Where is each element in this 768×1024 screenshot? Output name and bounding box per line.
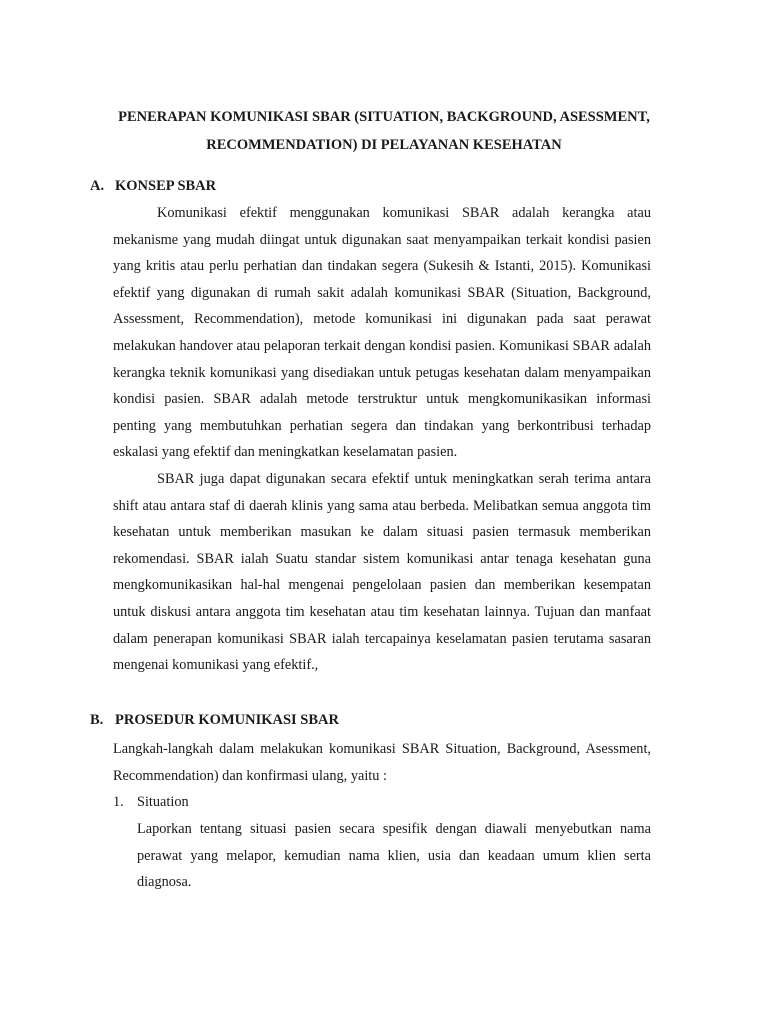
document-title-line-2: RECOMMENDATION) DI PELAYANAN KESEHATAN: [206, 137, 562, 153]
section-a-heading: [90, 178, 216, 195]
section-b-title: PROSEDUR KOMUNIKASI SBAR: [115, 712, 339, 728]
list-item-situation: [113, 794, 189, 811]
list-item-label: Situation: [137, 794, 189, 810]
section-a-paragraph-2: SBAR juga dapat digunakan secara efektif untuk meningkatkan serah terima antara shift atau antara staf di daerah klinis yang sama atau berbeda. Melibatkan semua anggota tim kesehatan untuk memberikan masukan ke dalam situasi pasien termasuk memberikan rekomendasi. SBAR ialah Suatu standar sistem komunikasi antar tenaga kesehatan guna mengkomunikasikan hal-hal mengenai pengelolaan pasien dan memberikan kesempatan untuk diskusi antara anggota tim kesehatan atau tim kesehatan lainnya. Tujuan dan manfaat dalam penerapan komunikasi SBAR ialah tercapainya keselamatan pasien terutama sasaran mengenai komunikasi yang efektif.,: [113, 471, 651, 674]
section-b-heading: [90, 712, 339, 729]
situation-description: Laporkan tentang situasi pasien secara spesifik dengan diawali menyebutkan nama perawat yang melapor, kemudian nama klien, usia dan keadaan umum klien serta diagnosa.: [137, 821, 651, 891]
section-b-intro: Langkah-langkah dalam melakukan komunikasi SBAR Situation, Background, Asessment, Recommendation) dan konfirmasi ulang, yaitu :: [113, 741, 651, 784]
section-a-paragraph-1: Komunikasi efektif menggunakan komunikasi SBAR adalah kerangka atau mekanisme yang mudah diingat untuk digunakan saat menyampaikan terkait kondisi pasien yang kritis atau perlu perhatian dan tindakan segera (Sukesih & Istanti, 2015). Komunikasi efektif yang digunakan di rumah sakit adalah komunikasi SBAR (Situation, Background, Assessment, Recommendation), metode komunikasi ini digunakan pada saat perawat melakukan handover atau pelaporan terkait dengan kondisi pasien. Komunikasi SBAR adalah kerangka teknik komunikasi yang disediakan untuk petugas kesehatan dalam menyampaikan kondisi pasien. SBAR adalah metode terstruktur untuk mengkomunikasikan informasi penting yang membutuhkan perhatian segera dan tindakan yang berkontribusi terhadap eskalasi yang efektif dan meningkatkan keselamatan pasien.: [113, 205, 651, 461]
document-title-line-1: PENERAPAN KOMUNIKASI SBAR (SITUATION, BACKGROUND, ASESSMENT,: [118, 109, 650, 125]
section-a-title: KONSEP SBAR: [115, 178, 217, 194]
section-b-letter: B.: [90, 712, 104, 728]
section-a-letter: A.: [90, 178, 105, 194]
list-item-number: 1.: [113, 794, 124, 810]
